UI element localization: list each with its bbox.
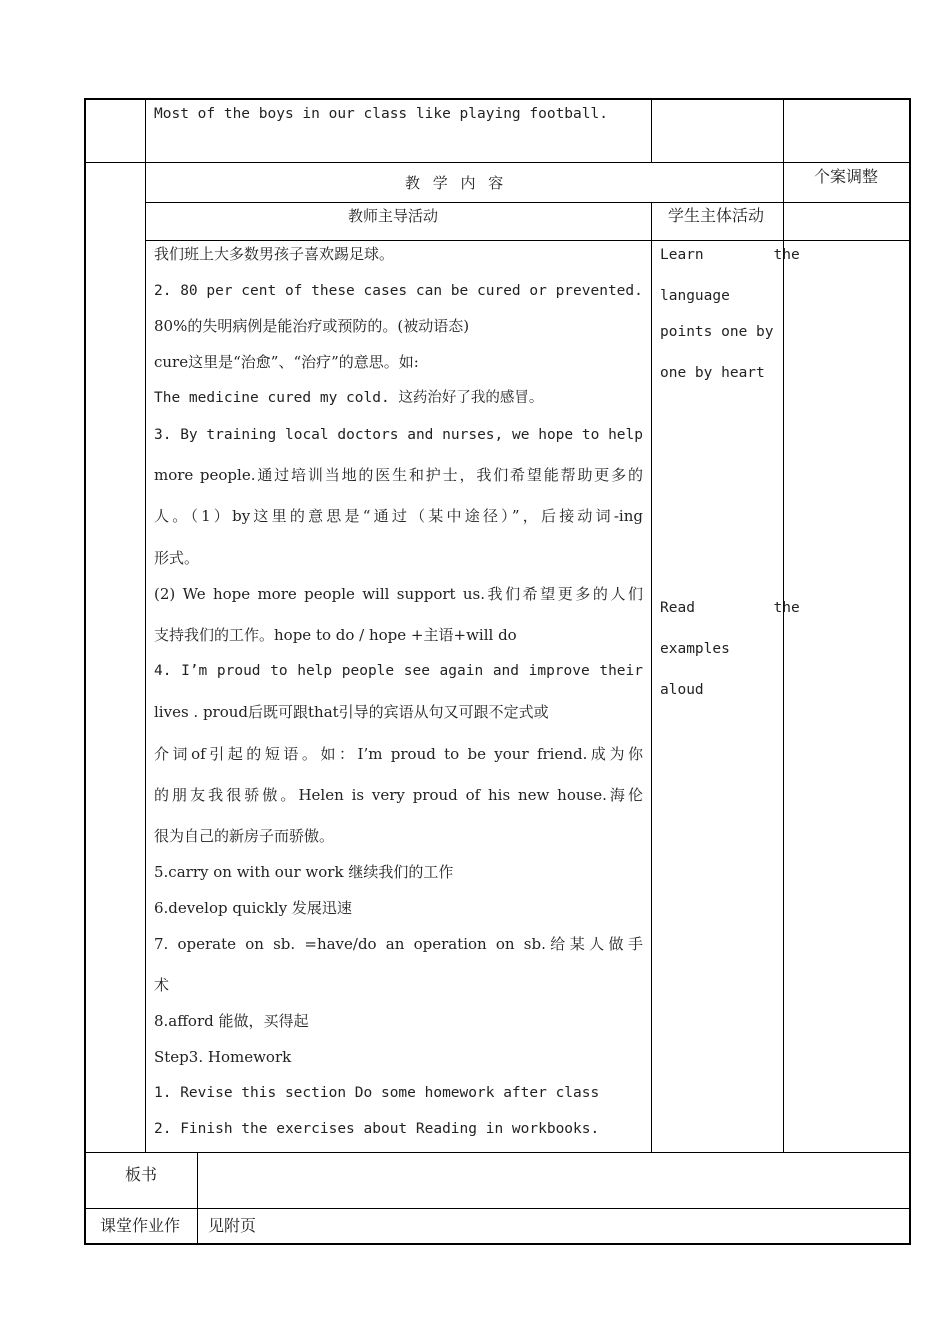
student-line-1: Learn the [660, 247, 800, 263]
teacher-activity-label: 教师主导活动 [348, 207, 439, 225]
teacher-line-16: 很为自己的新房子而骄傲。 [154, 827, 335, 845]
table-border-right [909, 98, 911, 1245]
teacher-line-13: lives . proud后既可跟that引导的宾语从句又可跟不定式或 [154, 703, 549, 721]
teacher-line-7: more people.通过培训当地的医生和护士，我们希望能帮助更多的 [154, 466, 643, 484]
teacher-line-24: 2. Finish the exercises about Reading in workbooks. [154, 1121, 600, 1137]
teacher-line-1: 我们班上大多数男孩子喜欢踢足球。 [154, 245, 395, 263]
teacher-line-23: 1. Revise this section Do some homework after class [154, 1085, 600, 1101]
column-divider [145, 98, 146, 1153]
teacher-line-3: 80%的失明病例是能治疗或预防的。(被动语态) [154, 317, 470, 335]
section-title: 教 学 内 容 [405, 174, 508, 192]
row-divider [145, 240, 911, 241]
row1-sentence: Most of the boys in our class like playing football. [154, 106, 608, 122]
teacher-line-4: cure这里是“治愈”、“治疗”的意思。如: [154, 353, 419, 371]
teacher-line-21: 8.afford 能做，买得起 [154, 1012, 309, 1030]
teacher-line-20: 术 [154, 976, 170, 994]
row-divider [84, 1208, 911, 1209]
teacher-line-6: 3. By training local doctors and nurses, we hope to help [154, 427, 643, 443]
teacher-line-22: Step3. Homework [154, 1048, 292, 1066]
homework-content: 见附页 [208, 1216, 257, 1235]
column-divider [651, 98, 652, 163]
row-divider [145, 202, 911, 203]
teacher-line-2: 2. 80 per cent of these cases can be cured or prevented. [154, 283, 643, 299]
column-divider [651, 202, 652, 1153]
student-line-2: language [660, 288, 730, 304]
student-line-6: examples [660, 641, 730, 657]
adjust-label: 个案调整 [814, 167, 879, 186]
teacher-line-11: 支持我们的工作。hope to do / hope +主语+will do [154, 626, 517, 644]
table-border-top [84, 98, 911, 100]
teacher-line-15: 的朋友我很骄傲。Helen is very proud of his new house.海伦 [154, 786, 643, 804]
student-line-3: points one by [660, 324, 774, 340]
teacher-line-19: 7. operate on sb. =have/do an operation on sb.给某人做手 [154, 935, 643, 953]
teacher-line-8: 人。（1）by这里的意思是“通过（某中途径）”，后接动词-ing [154, 507, 643, 525]
student-line-5: Read the [660, 600, 800, 616]
table-border-bottom [84, 1243, 911, 1245]
teacher-line-5: The medicine cured my cold. 这药治好了我的感冒。 [154, 390, 544, 406]
teacher-line-18: 6.develop quickly 发展迅速 [154, 899, 352, 917]
student-line-7: aloud [660, 682, 704, 698]
teacher-line-14: 介词of引起的短语。如：I’m proud to be your friend.成为你 [154, 745, 643, 763]
teacher-line-17: 5.carry on with our work 继续我们的工作 [154, 863, 454, 881]
row-divider [84, 1152, 911, 1153]
teacher-line-10: (2) We hope more people will support us.我们希望更多的人们 [154, 585, 643, 603]
student-line-4: one by heart [660, 365, 765, 381]
teacher-line-12: 4. I’m proud to help people see again and improve their [154, 663, 643, 679]
table-border-left [84, 98, 86, 1245]
homework-label: 课堂作业作 [100, 1216, 181, 1235]
teacher-line-9: 形式。 [154, 549, 200, 567]
row-divider [84, 162, 911, 163]
column-divider [197, 1152, 198, 1244]
student-activity-label: 学生主体活动 [668, 206, 765, 225]
board-label: 板书 [125, 1165, 158, 1184]
